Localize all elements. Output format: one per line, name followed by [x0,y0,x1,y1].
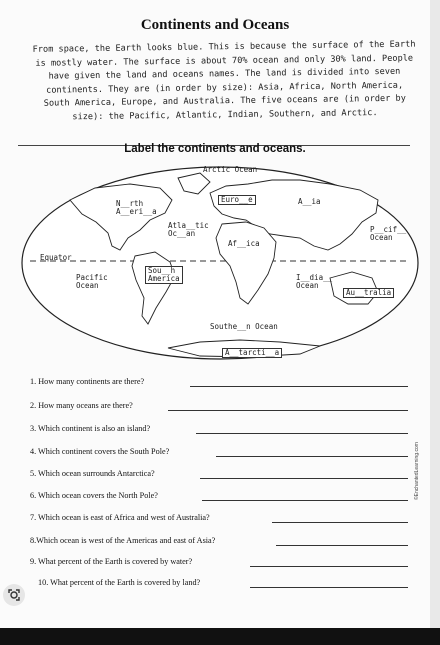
bottom-bar [0,628,440,645]
map-heading: Label the continents and oceans. [124,143,306,155]
answer-line-6 [202,500,408,501]
answer-line-8 [276,545,408,546]
lens-search-button[interactable] [3,584,25,606]
world-map [0,158,430,373]
question-6: 6. Which ocean covers the North Pole? [30,491,158,500]
intro-line: size): the Pacific, Atlantic, Indian, Southern, and Arctic. [72,108,378,123]
label-australia: Au__tralia [343,288,394,298]
answer-line-1 [190,386,408,387]
page-edge [430,0,440,628]
question-9: 9. What percent of the Earth is covered by water? [30,557,193,566]
answer-line-3 [196,433,408,434]
intro-line: have given the land and oceans names. The land is divided into seven [48,66,401,82]
label-antarctica: A__tarcti__a [222,348,282,358]
intro-line: is mostly water. The surface is about 70% ocean and only 30% land. People [35,53,414,69]
question-5: 5. Which ocean surrounds Antarctica? [30,469,155,478]
label-southern-ocean: Southe__n Ocean [210,322,278,331]
answer-line-9 [250,566,408,567]
question-4: 4. Which continent covers the South Pole? [30,447,170,456]
answer-line-5 [200,478,408,479]
label-asia: A__ia [298,197,321,206]
label-north-america: N__rth A__eri__a [116,199,157,216]
question-7: 7. Which ocean is east of Africa and west of Australia? [30,513,210,522]
page-title: Continents and Oceans [140,17,290,33]
label-pacific-ocean-west: Pacific Ocean [76,273,108,290]
answer-line-7 [272,522,408,523]
label-atlantic-ocean: Atla__tic Oc__an [168,221,209,238]
world-map-drawing [0,158,430,373]
intro-line: continents. They are (in order by size): Asia, Africa, North America, [46,80,404,96]
label-arctic-ocean: Arctic Ocean [203,165,258,174]
label-indian-ocean: I__dia__ Ocean [296,273,333,290]
question-10: 10. What percent of the Earth is covered by land? [38,578,201,587]
label-south-america: Sou__h America [145,266,183,284]
label-equator: Equator [40,253,72,262]
label-pacific-ocean-east: P__cif__ Ocean [370,225,407,242]
question-2: 2. How many oceans are there? [30,401,133,410]
answer-line-4 [216,456,408,457]
answer-line-2 [168,410,408,411]
question-1: 1. How many continents are there? [30,377,145,386]
label-europe: Euro__e [218,195,256,205]
intro-paragraph [22,38,427,125]
question-8: 8.Which ocean is west of the Americas and east of Asia? [30,536,216,545]
question-3: 3. Which continent is also an island? [30,424,151,433]
label-africa: Af__ica [228,239,260,248]
intro-line: South America, Europe, and Australia. The five oceans are (in order by [43,94,406,110]
copyright-credit: ©EnchantedLearning.com [414,442,420,500]
lens-icon [7,588,21,602]
intro-line: From space, the Earth looks blue. This is because the surface of the Earth [32,39,416,55]
answer-line-10 [250,587,408,588]
